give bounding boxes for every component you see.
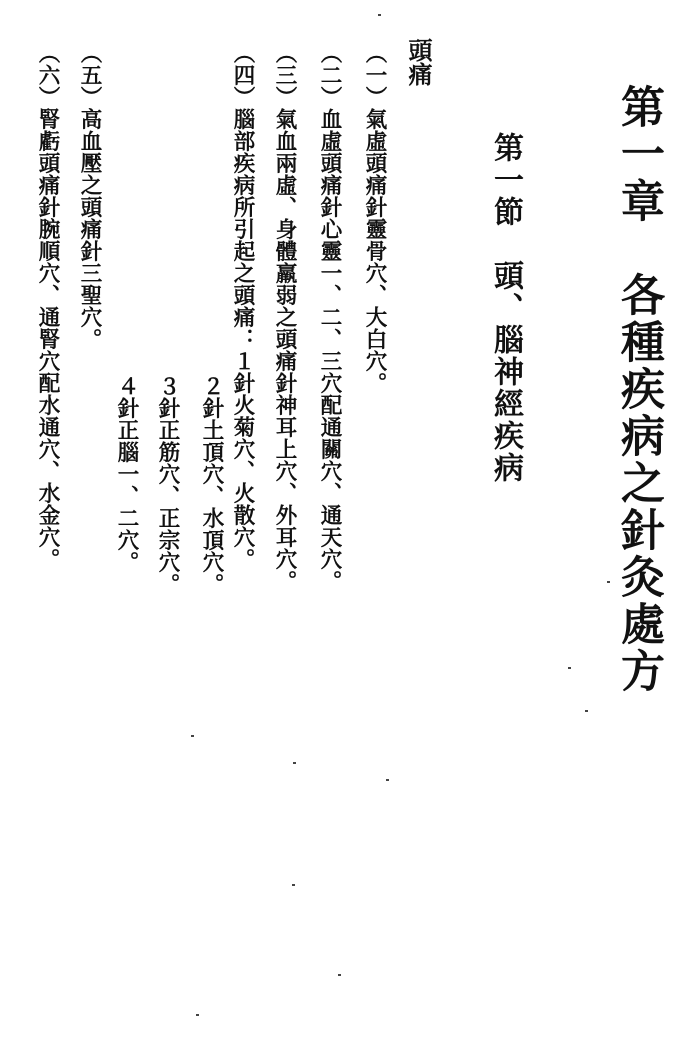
scan-speck [378,14,381,16]
scan-speck [585,710,588,712]
section-title: 第一節 頭、腦神經疾病 [488,132,523,484]
scan-speck [293,762,296,764]
chapter-title: 第一章 各種疾病之針灸處方 [613,84,664,695]
scan-speck [191,735,194,737]
scan-speck [568,667,571,669]
scan-speck [607,581,610,583]
scan-speck [338,974,341,976]
list-item-3: （三）氣血兩虛、身體羸弱之頭痛針神耳上穴、外耳穴。 [272,42,297,592]
list-item-6: （六）腎虧頭痛針腕順穴、通腎穴配水通穴、水金穴。 [35,42,60,570]
topic-heading: 頭痛 [404,38,433,86]
list-item-1: （一）氣虛頭痛針靈骨穴、大白穴。 [362,42,387,394]
list-item-2: （二）血虛頭痛針心靈一、二、三穴配通關穴、通天穴。 [317,42,342,592]
list-item-5: （五）高血壓之頭痛針三聖穴。 [77,42,102,350]
sub-item-3: ３針正筋穴、正宗穴。 [155,375,180,595]
sub-item-4: ４針正腦一、二穴。 [114,375,139,573]
scan-speck [196,1014,199,1016]
sub-item-2: ２針土頂穴、水頂穴。 [199,375,224,595]
scan-speck [292,884,295,886]
list-item-4: （四）腦部疾病所引起之頭痛：１針火菊穴、火散穴。 [230,42,255,570]
scan-speck [386,779,389,781]
